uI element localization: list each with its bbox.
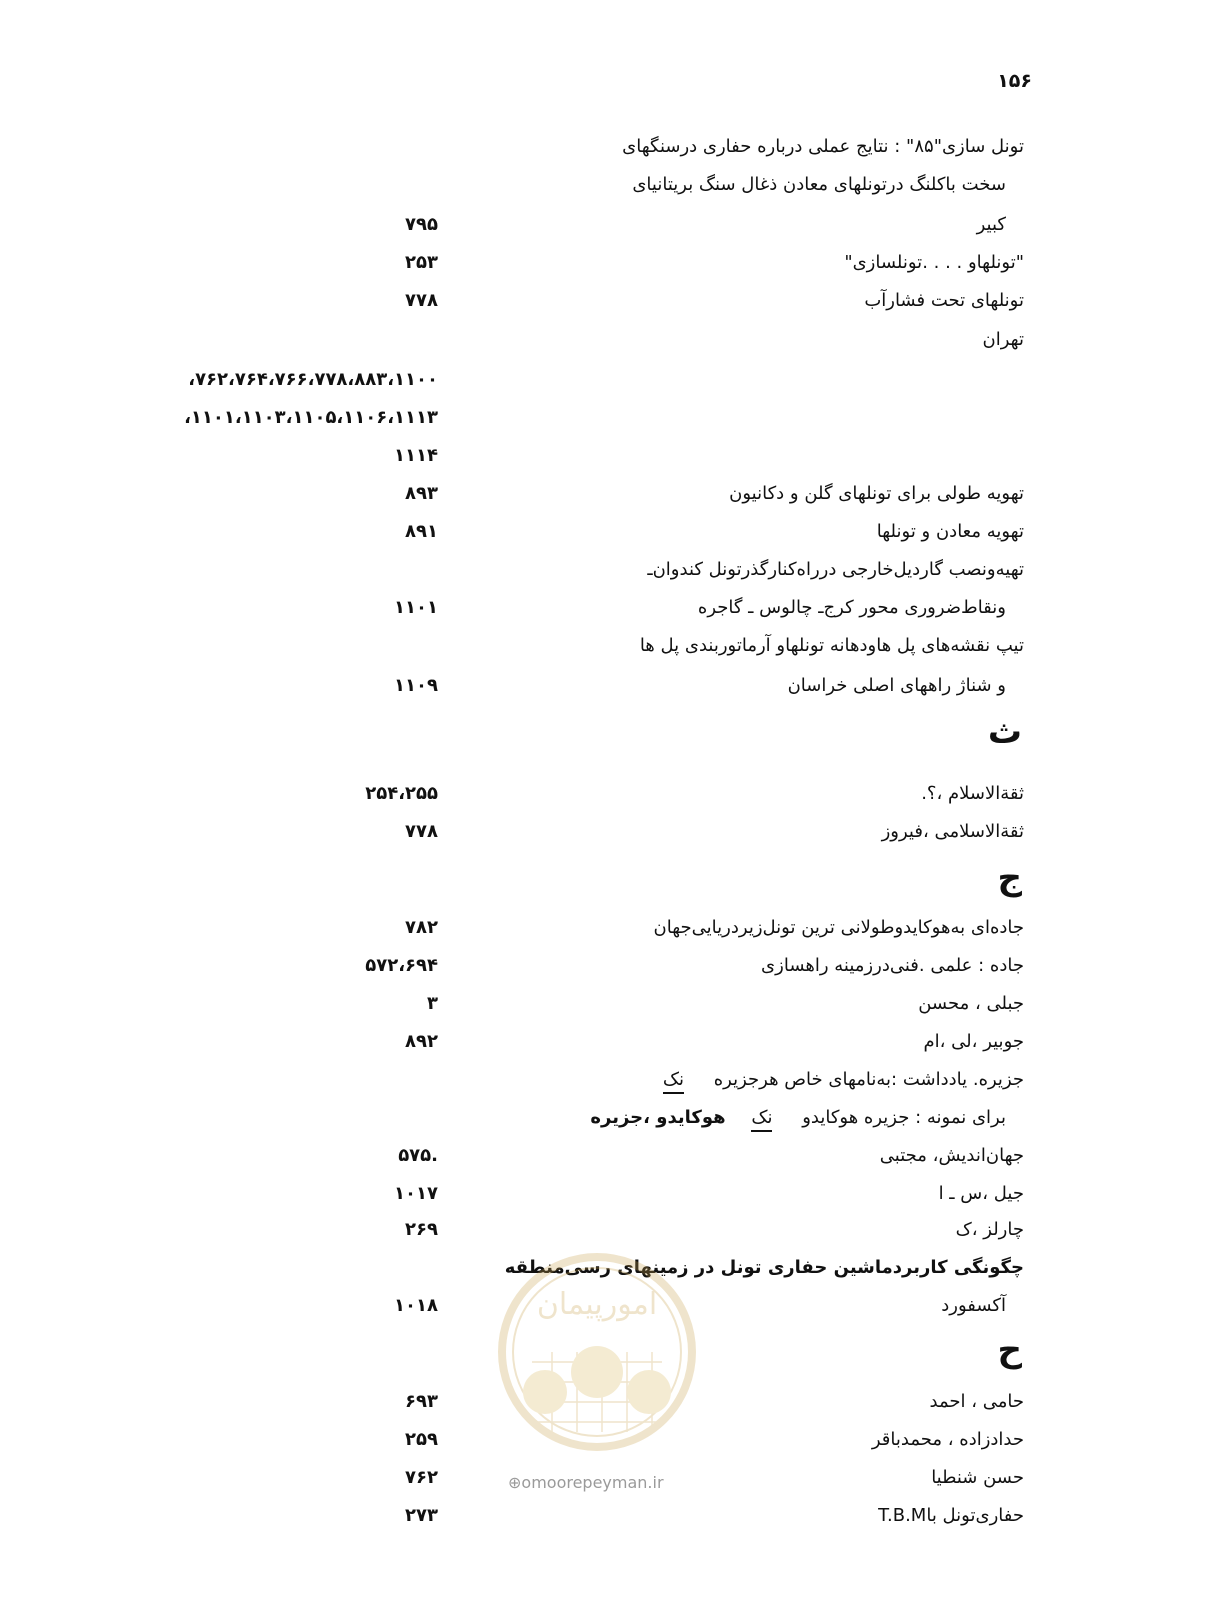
note-text: برای نمونه : جزیره هوکایدو [802, 1107, 1006, 1128]
section-letter-ha: ح [997, 1330, 1022, 1370]
page-reference: .۵۷۵ [398, 1145, 438, 1166]
page-reference: ۷۶۲،۷۶۴،۷۶۶،۷۷۸،۸۸۳،۱۱۰۰، [188, 369, 438, 390]
index-entry: تونل سازی"۸۵" : نتایج عملی درباره حفاری درسنگهای [622, 136, 1024, 157]
index-entry: حدادزاده ، محمدباقر [871, 1429, 1024, 1450]
index-entry-continuation: کبیر [976, 214, 1006, 235]
index-entry: چارلز ،ک [955, 1219, 1024, 1240]
index-entry: چگونگی کاربردماشین حفاری تونل در زمینهای رسی‌منطقه [504, 1257, 1024, 1278]
page-reference: ۶۹۳ [405, 1391, 438, 1412]
page-reference: ۱۱۰۱ [394, 597, 438, 618]
index-entry: ثقةالاسلام ،؟. [921, 783, 1024, 804]
page-reference: ۷۷۸ [405, 290, 438, 311]
index-entry: جوبیر ،لی ،ام [923, 1031, 1024, 1052]
page-reference: ۷۷۸ [405, 821, 438, 842]
index-entry: تونلهای تحت فشارآب [864, 290, 1024, 311]
watermark-logo [497, 1252, 697, 1492]
page-reference: ۲۷۳ [405, 1505, 438, 1526]
index-entry: حفاری‌تونل باT.B.M [878, 1505, 1024, 1526]
watermark-site: ⊕omoorepeyman.ir [508, 1473, 664, 1492]
page-reference: ۳ [427, 993, 438, 1014]
note-text: جزیره. یادداشت :به‌نامهای خاص هرجزیره [713, 1069, 1024, 1090]
page-reference: ۲۵۴،۲۵۵ [365, 783, 438, 804]
page-reference: ۱۰۱۷ [394, 1183, 438, 1204]
see-reference-marker: نک [751, 1107, 772, 1132]
page-reference: ۱۱۰۱،۱۱۰۳،۱۱۰۵،۱۱۰۶،۱۱۱۳، [184, 407, 438, 428]
index-entry: جهان‌اندیش، مجتبی [879, 1145, 1024, 1166]
section-letter-tha: ث [987, 712, 1022, 752]
index-entry: تهویه طولی برای تونلهای گلن و دکانیون [729, 483, 1024, 504]
page-reference: ۱۱۱۴ [394, 445, 438, 466]
index-entry: حامی ، احمد [929, 1391, 1024, 1412]
page-number: ۱۵۶ [997, 70, 1032, 92]
page-reference: ۷۶۲ [405, 1467, 438, 1488]
index-entry-continuation: آکسفورد [941, 1295, 1006, 1316]
page-reference: ۲۵۳ [405, 252, 438, 273]
index-entry: "تونلهاو . . . .تونلسازی" [844, 252, 1024, 273]
cross-reference-note [663, 1062, 1024, 1098]
index-entry-continuation: ونقاط‌ضروری محور کرج‌ـ چالوس ـ گاجره [697, 597, 1006, 618]
index-entry: تیپ نقشه‌های پل هاودهانه تونلهاو آرماتوربندی پل ها [639, 635, 1024, 656]
index-entry: تهویه معادن و تونلها [876, 521, 1024, 542]
see-reference-marker: نک [663, 1069, 684, 1094]
index-entry: جبلی ، محسن [918, 993, 1024, 1014]
index-entry: تهیه‌ونصب گاردیل‌خارجی درراه‌کنارگذرتونل کندوان‌ـ [647, 559, 1024, 580]
note-target: هوکایدو ،جزیره [590, 1107, 726, 1128]
watermark-logo-text: امورپیمان [536, 1287, 658, 1322]
index-entry-continuation: سخت باکلنگ درتونلهای معادن ذغال سنگ بریتانیای [632, 174, 1006, 195]
page-reference: ۸۹۱ [405, 521, 438, 542]
page-reference: ۲۵۹ [405, 1429, 438, 1450]
page-reference: ۸۹۲ [405, 1031, 438, 1052]
index-entry: جاده : علمی .فنی‌درزمینه راهسازی [761, 955, 1024, 976]
index-entry: جیل ،س ـ ا [938, 1183, 1024, 1204]
index-entry: جاده‌ای به‌هوکایدوطولانی ترین تونل‌زیردریایی‌جهان [653, 917, 1024, 938]
index-entry: ثقةالاسلامی ،فیروز [881, 821, 1024, 842]
page-reference: ۷۹۵ [405, 214, 438, 235]
page-reference: ۱۰۱۸ [394, 1295, 438, 1316]
section-letter-jim: ج [997, 858, 1022, 898]
globe-icon: ⊕ [508, 1473, 522, 1492]
index-entry-continuation: و شناژ راههای اصلی خراسان [787, 675, 1006, 696]
page-reference: ۱۱۰۹ [394, 675, 438, 696]
cross-reference-example [590, 1100, 1006, 1136]
page-reference: ۲۶۹ [405, 1219, 438, 1240]
page-reference: ۸۹۳ [405, 483, 438, 504]
index-entry: تهران [982, 329, 1024, 350]
page-reference: ۷۸۲ [405, 917, 438, 938]
index-entry: حسن شنطیا [931, 1467, 1024, 1488]
page-reference: ۵۷۲،۶۹۴ [365, 955, 438, 976]
